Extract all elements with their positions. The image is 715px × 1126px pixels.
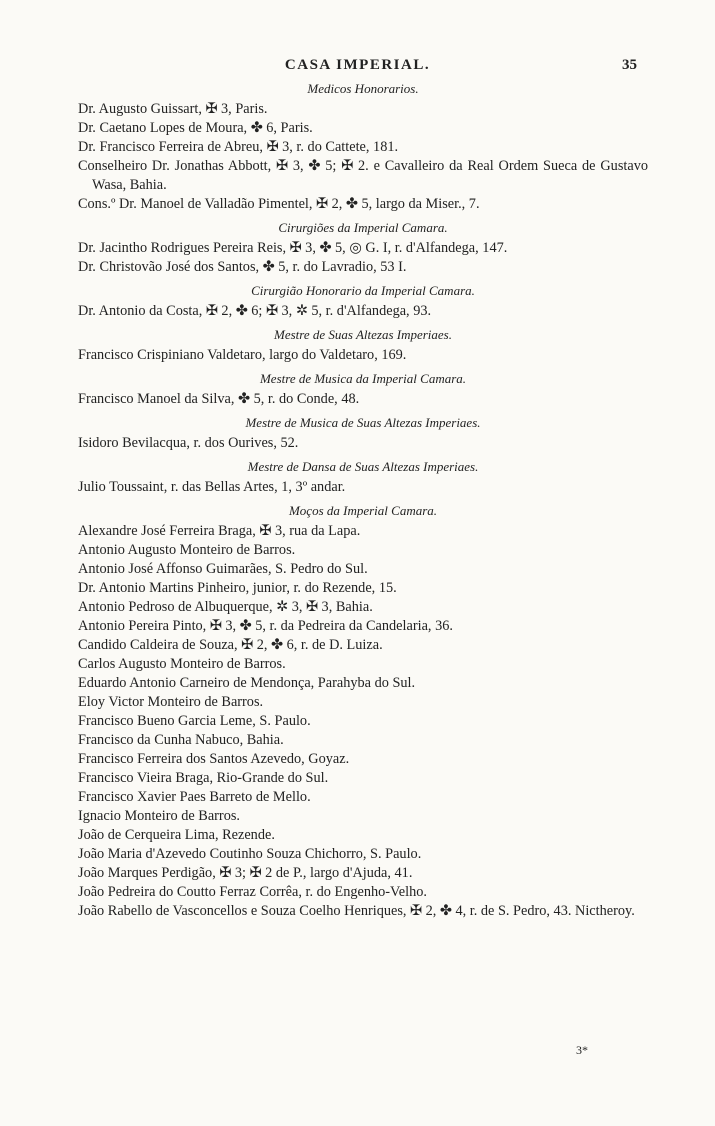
list-item: João Pedreira do Coutto Ferraz Corrêa, r. do Engenho-Velho. [78, 884, 427, 900]
page-title: CASA IMPERIAL. [284, 57, 431, 73]
list-item: João Rabello de Vasconcellos e Souza Coelho Henriques, ✠ 2, ✤ 4, r. de S. Pedro, 43. Nictheroy. [78, 903, 635, 919]
list-item: Conselheiro Dr. Jonathas Abbott, ✠ 3, ✤ 5; ✠ 2. e Cavalleiro da Real Ordem Sueca de Gustavo Wasa, Bahia. [78, 158, 648, 193]
list-item: Candido Caldeira de Souza, ✠ 2, ✤ 6, r. de D. Luiza. [78, 637, 383, 653]
section-heading: Medicos Honorarios. [307, 81, 419, 96]
list-item: Dr. Augusto Guissart, ✠ 3, Paris. [78, 101, 268, 117]
list-item: João Marques Perdigão, ✠ 3; ✠ 2 de P., largo d'Ajuda, 41. [78, 865, 413, 881]
list-item: Eloy Victor Monteiro de Barros. [78, 694, 264, 710]
list-item: Dr. Antonio da Costa, ✠ 2, ✤ 6; ✠ 3, ✲ 5, r. d'Alfandega, 93. [78, 303, 432, 319]
list-item: Antonio Pedroso de Albuquerque, ✲ 3, ✠ 3, Bahia. [78, 599, 373, 615]
list-item: Dr. Christovão José dos Santos, ✤ 5, r. do Lavradio, 53 I. [78, 259, 407, 275]
section-heading: Mestre de Dansa de Suas Altezas Imperiaes. [247, 459, 479, 474]
list-item: Ignacio Monteiro de Barros. [78, 808, 240, 824]
list-item: Dr. Jacintho Rodrigues Pereira Reis, ✠ 3, ✤ 5, ◎ G. I, r. d'Alfandega, 147. [78, 240, 508, 256]
list-item: Antonio Augusto Monteiro de Barros. [78, 542, 296, 558]
list-item: Isidoro Bevilacqua, r. dos Ourives, 52. [78, 435, 299, 451]
list-item: Dr. Caetano Lopes de Moura, ✤ 6, Paris. [78, 120, 313, 136]
list-item: Francisco Crispiniano Valdetaro, largo do Valdetaro, 169. [78, 347, 407, 363]
list-item: Francisco Manoel da Silva, ✤ 5, r. do Conde, 48. [78, 391, 360, 407]
list-item: Antonio José Affonso Guimarães, S. Pedro do Sul. [78, 561, 368, 577]
section-heading: Cirurgião Honorario da Imperial Camara. [251, 283, 475, 298]
list-item: Francisco da Cunha Nabuco, Bahia. [78, 732, 284, 748]
list-item: Francisco Ferreira dos Santos Azevedo, Goyaz. [78, 751, 350, 767]
section-heading: Mestre de Musica de Suas Altezas Imperiaes. [245, 415, 481, 430]
list-item: Carlos Augusto Monteiro de Barros. [78, 656, 286, 672]
list-item: Julio Toussaint, r. das Bellas Artes, 1, 3º andar. [78, 479, 346, 495]
page-number: 35 [622, 57, 637, 73]
list-item: Francisco Vieira Braga, Rio-Grande do Sul. [78, 770, 329, 786]
list-item: Alexandre José Ferreira Braga, ✠ 3, rua da Lapa. [78, 523, 361, 539]
list-item: Francisco Xavier Paes Barreto de Mello. [78, 789, 311, 805]
list-item: João Maria d'Azevedo Coutinho Souza Chichorro, S. Paulo. [78, 846, 422, 862]
list-item: Francisco Bueno Garcia Leme, S. Paulo. [78, 713, 311, 729]
list-item: João de Cerqueira Lima, Rezende. [78, 827, 275, 843]
document-body [78, 80, 648, 921]
list-item: Cons.º Dr. Manoel de Valladão Pimentel, ✠ 2, ✤ 5, largo da Miser., 7. [78, 196, 480, 212]
section-heading: Mestre de Suas Altezas Imperiaes. [273, 327, 452, 342]
section-heading: Cirurgiões da Imperial Camara. [278, 220, 448, 235]
list-item: Eduardo Antonio Carneiro de Mendonça, Parahyba do Sul. [78, 675, 416, 691]
list-item: Dr. Antonio Martins Pinheiro, junior, r. do Rezende, 15. [78, 580, 397, 596]
list-item: Dr. Francisco Ferreira de Abreu, ✠ 3, r. do Cattete, 181. [78, 139, 399, 155]
list-item: Antonio Pereira Pinto, ✠ 3, ✤ 5, r. da Pedreira da Candelaria, 36. [78, 618, 453, 634]
section-heading: Mestre de Musica da Imperial Camara. [259, 371, 467, 386]
section-heading: Moços da Imperial Camara. [288, 503, 438, 518]
printer-signature: 3* [576, 1043, 588, 1057]
